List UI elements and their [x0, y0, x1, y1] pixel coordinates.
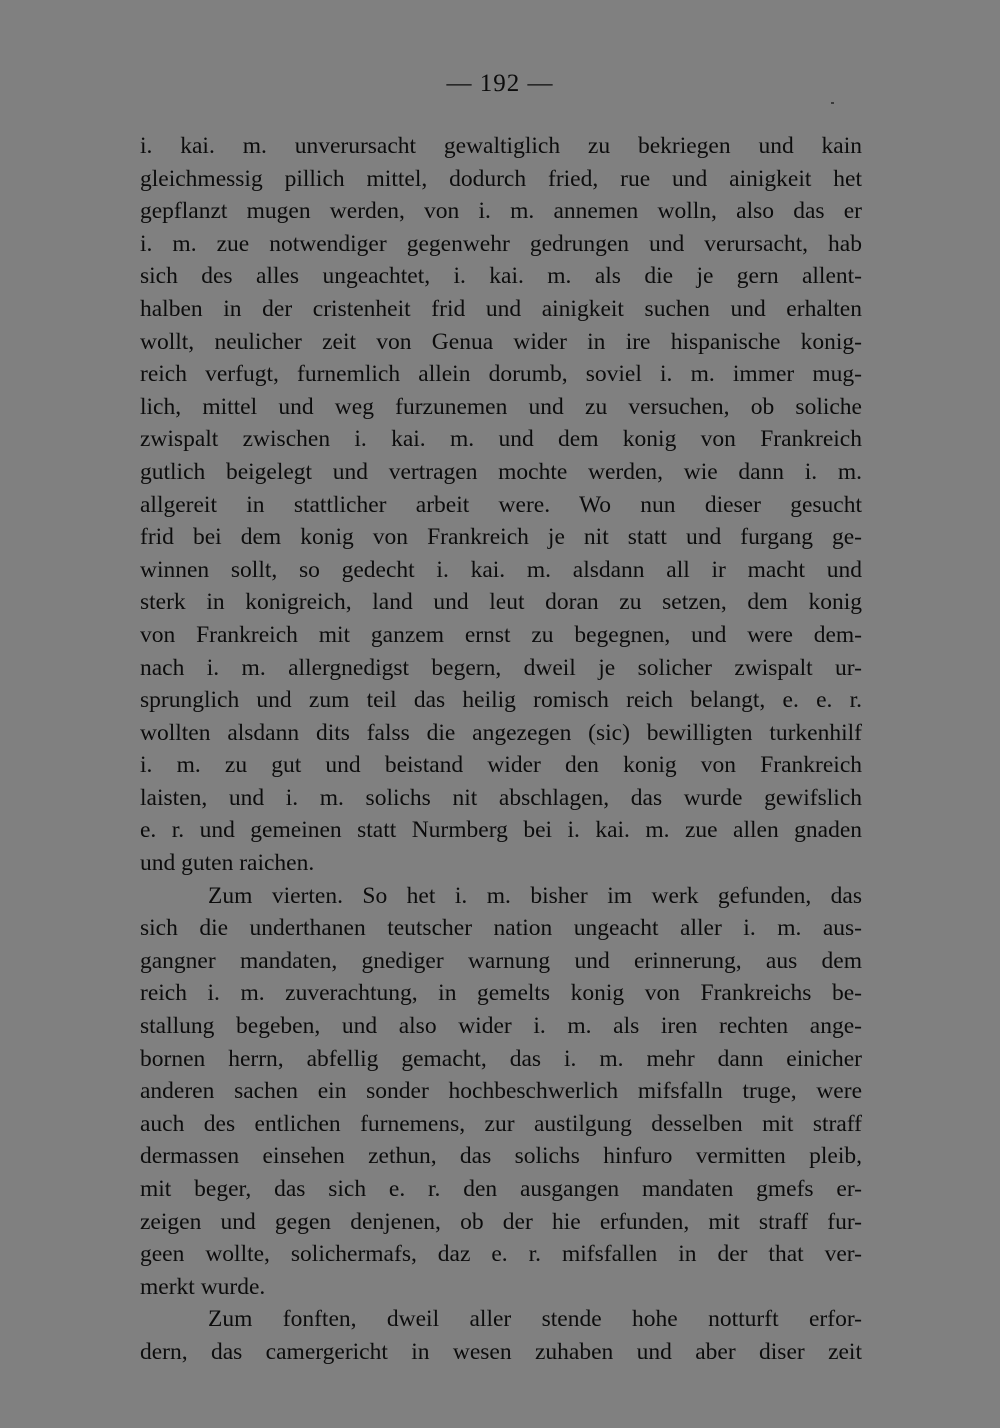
- text-line: auch des entlichen furnemens, zur austilgung desselben mit straff: [140, 1110, 862, 1137]
- text-line: zwispalt zwischen i. kai. m. und dem konig von Frankreich: [140, 426, 862, 453]
- text-line: gutlich beigelegt und vertragen mochte werden, wie dann i. m.: [140, 458, 862, 485]
- ink-speck: [831, 102, 834, 104]
- text-line: e. r. und gemeinen statt Nurmberg bei i. kai. m. zue allen gnaden: [140, 817, 862, 844]
- text-line: i. m. zu gut und beistand wider den konig von Frankreich: [140, 752, 862, 779]
- text-line: winnen sollt, so gedecht i. kai. m. alsdann all ir macht und: [140, 556, 862, 583]
- text-line: mit beger, das sich e. r. den ausgangen mandaten gmefs er-: [140, 1176, 862, 1202]
- text-line: anderen sachen ein sonder hochbeschwerlich mifsfalln truge, were: [140, 1078, 862, 1105]
- text-line: sterk in konigreich, land und leut doran zu setzen, dem konig: [140, 589, 862, 616]
- text-line: dermassen einsehen zethun, das solichs hinfuro vermitten pleib,: [140, 1143, 862, 1170]
- text-line: bornen herrn, abfellig gemacht, das i. m. mehr dann einicher: [140, 1045, 862, 1072]
- page-number: — 192 —: [446, 70, 554, 97]
- text-line: dern, das camergericht in wesen zuhaben und aber diser zeit: [140, 1338, 862, 1365]
- text-line: frid bei dem konig von Frankreich je nit statt und furgang ge-: [140, 524, 862, 551]
- text-line: laisten, und i. m. solichs nit abschlagen, das wurde gewifslich: [140, 784, 862, 811]
- text-line: von Frankreich mit ganzem ernst zu begegnen, und were dem-: [140, 621, 862, 648]
- paragraph-end-line: und guten raichen.: [140, 850, 315, 877]
- paragraph-end-line: merkt wurde.: [140, 1273, 266, 1300]
- text-line: i. m. zue notwendiger gegenwehr gedrungen und verursacht, hab: [140, 230, 862, 257]
- text-line: i. kai. m. unverursacht gewaltiglich zu bekriegen und kain: [140, 133, 862, 159]
- text-line: stallung begeben, und also wider i. m. als iren rechten ange-: [140, 1013, 862, 1040]
- text-line: gangner mandaten, gnediger warnung und erinnerung, aus dem: [140, 947, 862, 974]
- text-line: gepflanzt mugen werden, von i. m. annemen wolln, also das er: [140, 198, 862, 225]
- text-line: gleichmessig pillich mittel, dodurch fried, rue und ainigkeit het: [140, 165, 862, 192]
- text-line: sprunglich und zum teil das heilig romisch reich belangt, e. e. r.: [140, 687, 862, 714]
- text-line: wollt, neulicher zeit von Genua wider in ire hispanische konig-: [140, 328, 862, 355]
- text-line: lich, mittel und weg furzunemen und zu versuchen, ob soliche: [140, 393, 862, 420]
- text-line: reich verfugt, furnemlich allein dorumb, soviel i. m. immer mug-: [140, 361, 862, 388]
- text-line: sich die underthanen teutscher nation ungeacht aller i. m. aus-: [140, 915, 862, 942]
- text-line: reich i. m. zuverachtung, in gemelts konig von Frankreichs be-: [140, 980, 862, 1007]
- paragraph-start-line: Zum vierten. So het i. m. bisher im werk gefunden, das: [208, 882, 862, 909]
- text-line: zeigen und gegen denjenen, ob der hie erfunden, mit straff fur-: [140, 1208, 862, 1235]
- paragraph-start-line: Zum fonften, dweil aller stende hohe notturft erfor-: [208, 1306, 862, 1333]
- text-line: halben in der cristenheit frid und ainigkeit suchen und erhalten: [140, 295, 862, 322]
- text-line: nach i. m. allergnedigst begern, dweil je solicher zwispalt ur-: [140, 654, 862, 681]
- body-text: [140, 130, 862, 1369]
- text-line: wollten alsdann dits falss die angezegen (sic) bewilligten turkenhilf: [140, 719, 862, 746]
- text-line: geen wollte, solichermafs, daz e. r. mifsfallen in der that ver-: [140, 1241, 862, 1268]
- text-line: sich des alles ungeachtet, i. kai. m. als die je gern allent-: [140, 263, 862, 290]
- text-line: allgereit in stattlicher arbeit were. Wo nun dieser gesucht: [140, 491, 862, 518]
